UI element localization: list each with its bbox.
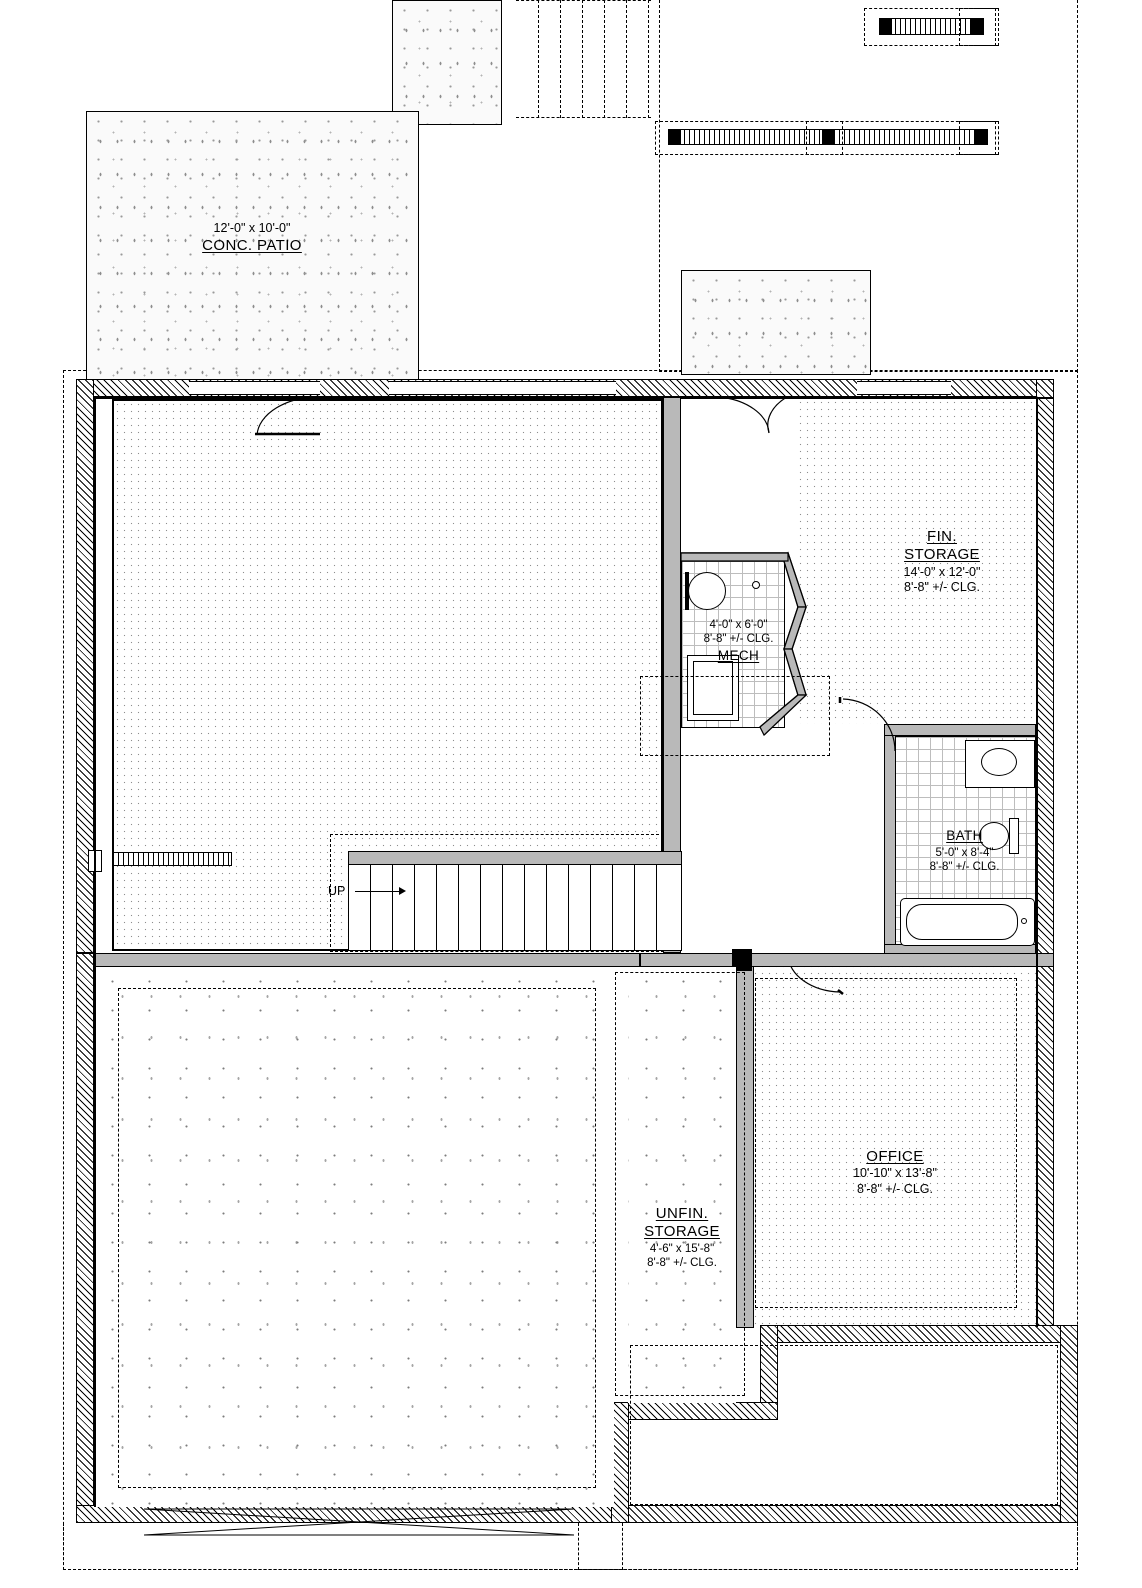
fin-storage-name-line2: STORAGE: [904, 546, 980, 564]
bath-sink-icon: [981, 748, 1017, 776]
door-arc-bath: [838, 697, 898, 753]
exterior-wall-right-lower: [1060, 1325, 1078, 1523]
fin-storage-name-line1: FIN.: [927, 528, 957, 545]
mech-dimensions: 4'-0" x 6'-0": [709, 619, 768, 631]
joist-dashes-top: [516, 0, 651, 118]
stair-wall-top: [348, 851, 682, 865]
exterior-wall-right: [1036, 379, 1054, 1339]
door-swing-bath: [838, 697, 898, 753]
lower-right-dashed-outline: [630, 1345, 1058, 1505]
conc-patio-dimensions: 12'-0" x 10'-0": [213, 221, 291, 235]
post-mid-right-1: [668, 129, 681, 145]
footing-dashed-bottom-left: [63, 1523, 623, 1570]
office-name: OFFICE: [866, 1148, 924, 1165]
fin-storage-dimensions: 14'-0" x 12'-0": [903, 564, 981, 579]
interior-outline-right: [1036, 397, 1038, 1327]
door-swing-patio-left: [255, 397, 321, 437]
mech-ceiling: 8'-8" +/- CLG.: [703, 633, 774, 646]
mech-name: MECH: [717, 648, 760, 664]
mech-dashed-outline: [640, 676, 830, 756]
unfin-storage-name-line2: STORAGE: [644, 1223, 720, 1241]
bath-ceiling: 8'-8" +/- CLG.: [929, 860, 1000, 873]
window-top-2: [389, 381, 469, 395]
label-bath: [893, 826, 1036, 874]
exterior-wall-left-lower: [76, 953, 94, 1523]
office-ceiling: 8'-8" +/- CLG.: [857, 1181, 933, 1196]
interior-wall-under-rec: [94, 953, 640, 967]
door-swing-top-center: [717, 397, 789, 437]
window-top-5: [857, 381, 951, 395]
footing-dashed-bottom-right: [578, 1523, 1078, 1570]
office-dimensions: 10'-10" x 13'-8": [853, 1166, 937, 1181]
water-heater-line: [685, 572, 689, 610]
label-conc-patio: [152, 221, 352, 256]
interior-wall-lower-top-right: [640, 953, 1054, 967]
bath-tub-drain: [1021, 918, 1027, 924]
unfin-storage-dimensions: 4'-6" x 15'-8": [649, 1242, 715, 1255]
post-top-right-1: [879, 18, 892, 35]
unfin-storage-name-line1: UNFIN.: [655, 1205, 709, 1222]
window-top-4: [531, 381, 616, 395]
interior-outline-left: [94, 397, 96, 1507]
interior-wall-bath-top: [884, 724, 1036, 736]
post-box-mid-right-3: [959, 121, 996, 155]
unfin-storage-ceiling: 8'-8" +/- CLG.: [647, 1256, 717, 1269]
water-heater-icon: [688, 572, 726, 610]
bath-dimensions: 5'-0" x 8'-4": [935, 846, 994, 859]
mech-drain-icon: [752, 581, 760, 589]
bath-tub: [900, 898, 1035, 946]
stair-direction-label: UP: [328, 884, 346, 898]
fin-storage-ceiling: 8'-8" +/- CLG.: [904, 579, 980, 594]
unfin-storage-dashed-outline: [615, 972, 745, 1396]
stair-up-arrow-head: [399, 887, 406, 895]
stair-up-arrow-line: [355, 891, 401, 892]
concrete-pad-right: [681, 270, 871, 375]
exterior-wall-bottom-right-h: [760, 1325, 1078, 1343]
concrete-pad-small: [392, 0, 502, 125]
label-fin-storage: [838, 528, 1046, 595]
label-mech: [661, 618, 816, 666]
window-top-3: [469, 381, 531, 395]
post-box-top-right-2: [959, 8, 996, 46]
stair-header-hatch: [112, 852, 232, 866]
stair-treads: [348, 865, 682, 951]
door-arc-patio-left: [255, 397, 321, 437]
unexcavated-dashed-outline: [118, 988, 596, 1488]
bath-tub-inner: [906, 904, 1018, 940]
conc-patio-name: CONC. PATIO: [202, 237, 302, 255]
door-arc-top-center: [717, 397, 789, 437]
label-unfin-storage: [608, 1205, 756, 1270]
bath-name: BATH: [946, 828, 983, 843]
office-dashed-outline: [755, 978, 1017, 1308]
window-top-1: [189, 381, 320, 395]
post-box-mid-right-2: [806, 121, 843, 155]
